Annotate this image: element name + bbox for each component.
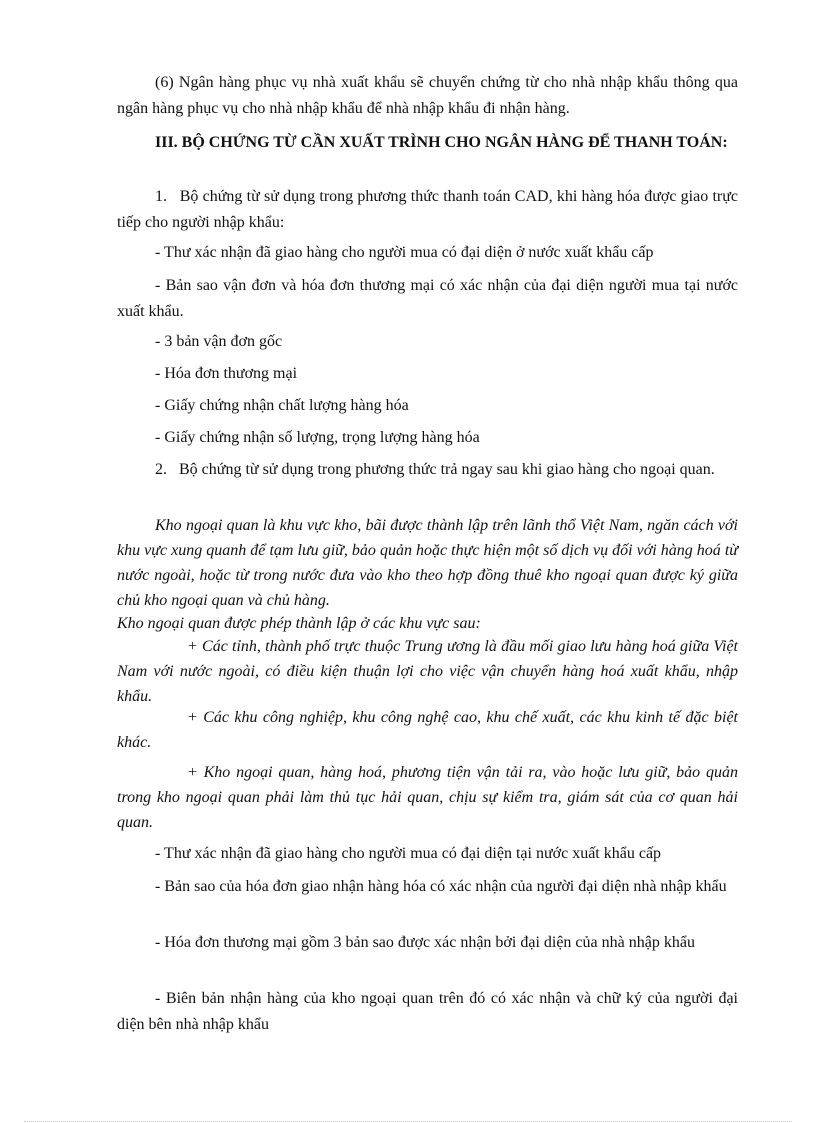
- list-item: - Hóa đơn thương mại gồm 3 bản sao được xác nhận bởi đại diện của nhà nhập khẩu: [155, 934, 695, 951]
- list-item: - Bản sao của hóa đơn giao nhận hàng hóa có xác nhận của người đại diện nhà nhập khẩu: [155, 878, 727, 895]
- list-item: - Giấy chứng nhận số lượng, trọng lượng hàng hóa: [155, 429, 480, 446]
- list-item: - Biên bản nhận hàng của kho ngoại quan trên đó có xác nhận và chữ ký của người đại diện bên nhà nhập khẩu: [117, 990, 738, 1033]
- numbered-item-1: 1. Bộ chứng từ sử dụng trong phương thức thanh toán CAD, khi hàng hóa được giao trực tiếp cho người nhập khẩu:: [117, 188, 738, 231]
- list-item: - Hóa đơn thương mại: [155, 365, 298, 382]
- list-item: - Thư xác nhận đã giao hàng cho người mua có đại diện tại nước xuất khẩu cấp: [155, 845, 662, 862]
- paragraph-step-6: (6) Ngân hàng phục vụ nhà xuất khẩu sẽ chuyển chứng từ cho nhà nhập khẩu thông qua ngân hàng phục vụ cho nhà nhập khẩu để nhà nhập khẩu đi nhận hàng.: [117, 74, 738, 117]
- list-item: - Giấy chứng nhận chất lượng hàng hóa: [155, 397, 409, 414]
- list-item: - 3 bản vận đơn gốc: [155, 333, 283, 350]
- italic-bullet: + Các tỉnh, thành phố trực thuộc Trung ương là đầu mối giao lưu hàng hoá giữa Việt Nam với nước ngoài, có điều kiện thuận lợi cho việc vận chuyển hàng hoá xuất khẩu, nhập khẩu.: [117, 638, 738, 705]
- section-heading-iii: III. BỘ CHỨNG TỪ CẦN XUẤT TRÌNH CHO NGÂN HÀNG ĐỂ THANH TOÁN:: [155, 134, 728, 151]
- page-bottom-divider: [24, 1121, 792, 1122]
- italic-bullet: + Kho ngoại quan, hàng hoá, phương tiện vận tải ra, vào hoặc lưu giữ, bảo quản trong kho ngoại quan phải làm thủ tục hải quan, chịu sự kiểm tra, giám sát của cơ quan hải quan.: [117, 764, 738, 831]
- list-item: - Thư xác nhận đã giao hàng cho người mua có đại diện ở nước xuất khẩu cấp: [155, 244, 654, 261]
- italic-bullet: + Các khu công nghiệp, khu công nghệ cao, khu chế xuất, các khu kinh tế đặc biệt khác.: [117, 709, 738, 751]
- numbered-item-2: 2. Bộ chứng từ sử dụng trong phương thức trả ngay sau khi giao hàng cho ngoại quan.: [155, 461, 715, 478]
- list-item: - Bản sao vận đơn và hóa đơn thương mại có xác nhận của đại diện người mua tại nước xuất khẩu.: [117, 277, 738, 320]
- italic-intro-line: Kho ngoại quan được phép thành lập ở các khu vực sau:: [117, 615, 481, 632]
- italic-definition-paragraph: Kho ngoại quan là khu vực kho, bãi được thành lập trên lãnh thổ Việt Nam, ngăn cách với khu vực xung quanh để tạm lưu giữ, bảo quản hoặc thực hiện một số dịch vụ đối với hàng hoá từ nước ngoài, hoặc từ trong nước đưa vào kho theo hợp đồng thuê kho ngoại quan được ký giữa chủ kho ngoại quan và chủ hàng.: [117, 517, 738, 609]
